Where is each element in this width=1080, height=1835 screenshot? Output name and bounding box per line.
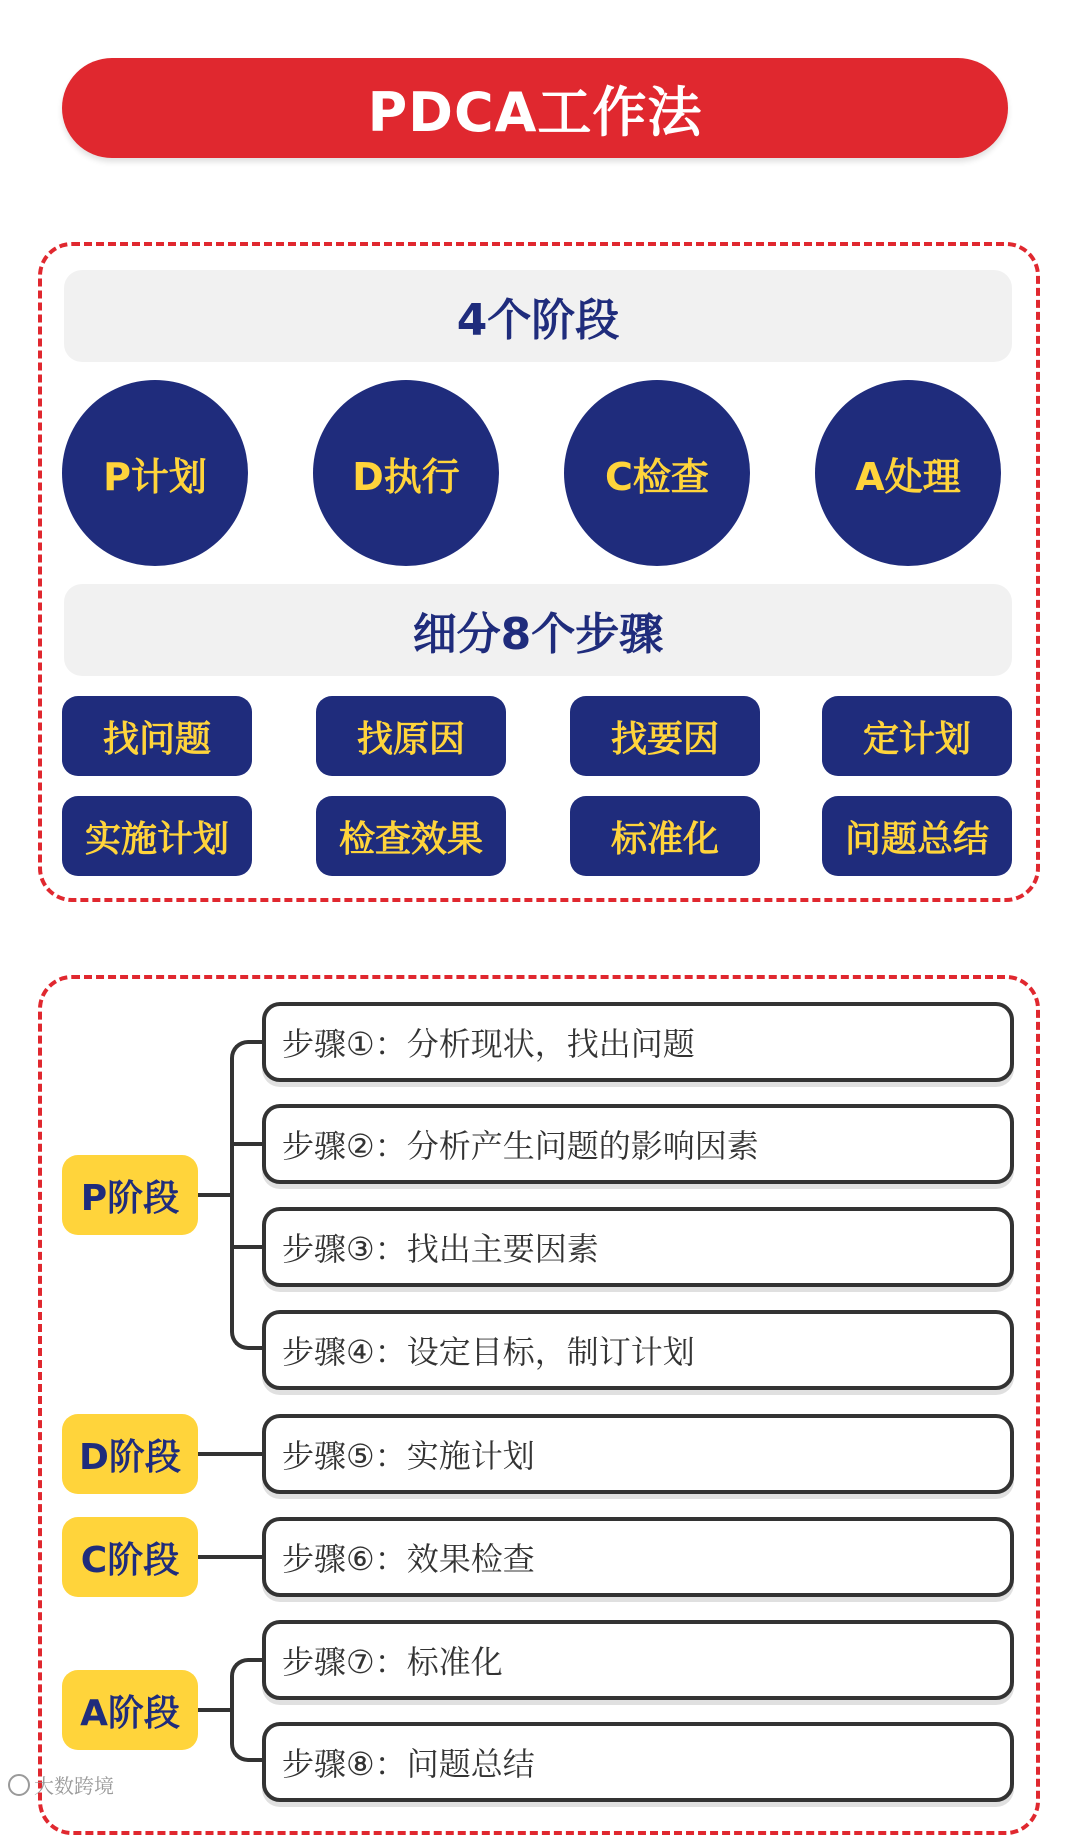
connector-p (198, 1193, 232, 1197)
phase-label: A阶段 (80, 1692, 180, 1734)
step-pill-make-plan (822, 696, 1012, 776)
step-pill-label: 实施计划 (84, 818, 229, 860)
step-pill-standardize (570, 796, 760, 876)
stages-header (64, 270, 1012, 362)
steps-header (64, 584, 1012, 676)
step-text: 步骤④：设定目标，制订计划 (282, 1333, 695, 1371)
step-box-5 (262, 1414, 1014, 1494)
step-box-1 (262, 1002, 1014, 1082)
step-pill-label: 找要因 (610, 718, 719, 760)
page-title: PDCA工作法 (367, 80, 703, 144)
step-pill-find-problem (62, 696, 252, 776)
step-pill-label: 定计划 (862, 718, 971, 760)
stage-label: A处理 (855, 454, 961, 499)
bracket-p (230, 1040, 264, 1350)
watermark-logo-icon (8, 1774, 30, 1796)
step-pill-label: 检查效果 (338, 818, 483, 860)
stage-circle-check (564, 380, 750, 566)
connector-c (198, 1555, 264, 1559)
step-text: 步骤⑤：实施计划 (282, 1437, 535, 1475)
step-pill-label: 问题总结 (844, 818, 989, 860)
bracket-a (230, 1658, 264, 1762)
footer-watermark (8, 1770, 114, 1799)
step-pill-label: 找问题 (102, 718, 211, 760)
stages-header-text: 4个阶段 (456, 295, 620, 346)
connector-a (198, 1708, 232, 1712)
phase-badge-p (62, 1155, 198, 1235)
step-pill-summary (822, 796, 1012, 876)
footer-text: 大数跨境 (34, 1774, 114, 1798)
step-pill-main-cause (570, 696, 760, 776)
title-banner (62, 58, 1008, 158)
step-pill-implement (62, 796, 252, 876)
step-text: 步骤①：分析现状，找出问题 (282, 1025, 695, 1063)
connector-p-step2 (230, 1142, 264, 1146)
phase-label: D阶段 (79, 1436, 181, 1478)
phase-badge-c (62, 1517, 198, 1597)
stage-circle-act (815, 380, 1001, 566)
step-text: 步骤②：分析产生问题的影响因素 (282, 1127, 759, 1165)
step-pill-label: 找原因 (356, 718, 465, 760)
step-box-6 (262, 1517, 1014, 1597)
stage-label: D执行 (352, 454, 460, 499)
connector-d (198, 1452, 264, 1456)
phase-badge-d (62, 1414, 198, 1494)
stage-label: C检查 (605, 454, 709, 499)
step-box-8 (262, 1722, 1014, 1802)
phase-badge-a (62, 1670, 198, 1750)
phase-label: P阶段 (80, 1177, 180, 1219)
step-text: 步骤⑦：标准化 (282, 1643, 503, 1681)
step-text: 步骤⑥：效果检查 (282, 1540, 535, 1578)
step-pill-find-cause (316, 696, 506, 776)
steps-header-text: 细分8个步骤 (412, 609, 664, 660)
phase-label: C阶段 (80, 1539, 180, 1581)
step-pill-label: 标准化 (610, 818, 719, 860)
step-pill-check-effect (316, 796, 506, 876)
step-box-7 (262, 1620, 1014, 1700)
step-box-4 (262, 1310, 1014, 1390)
step-text: 步骤③：找出主要因素 (282, 1230, 599, 1268)
stage-label: P计划 (103, 454, 207, 499)
step-text: 步骤⑧：问题总结 (282, 1745, 535, 1783)
stage-circle-plan (62, 380, 248, 566)
connector-p-step3 (230, 1245, 264, 1249)
step-box-2 (262, 1104, 1014, 1184)
stage-circle-do (313, 380, 499, 566)
step-box-3 (262, 1207, 1014, 1287)
